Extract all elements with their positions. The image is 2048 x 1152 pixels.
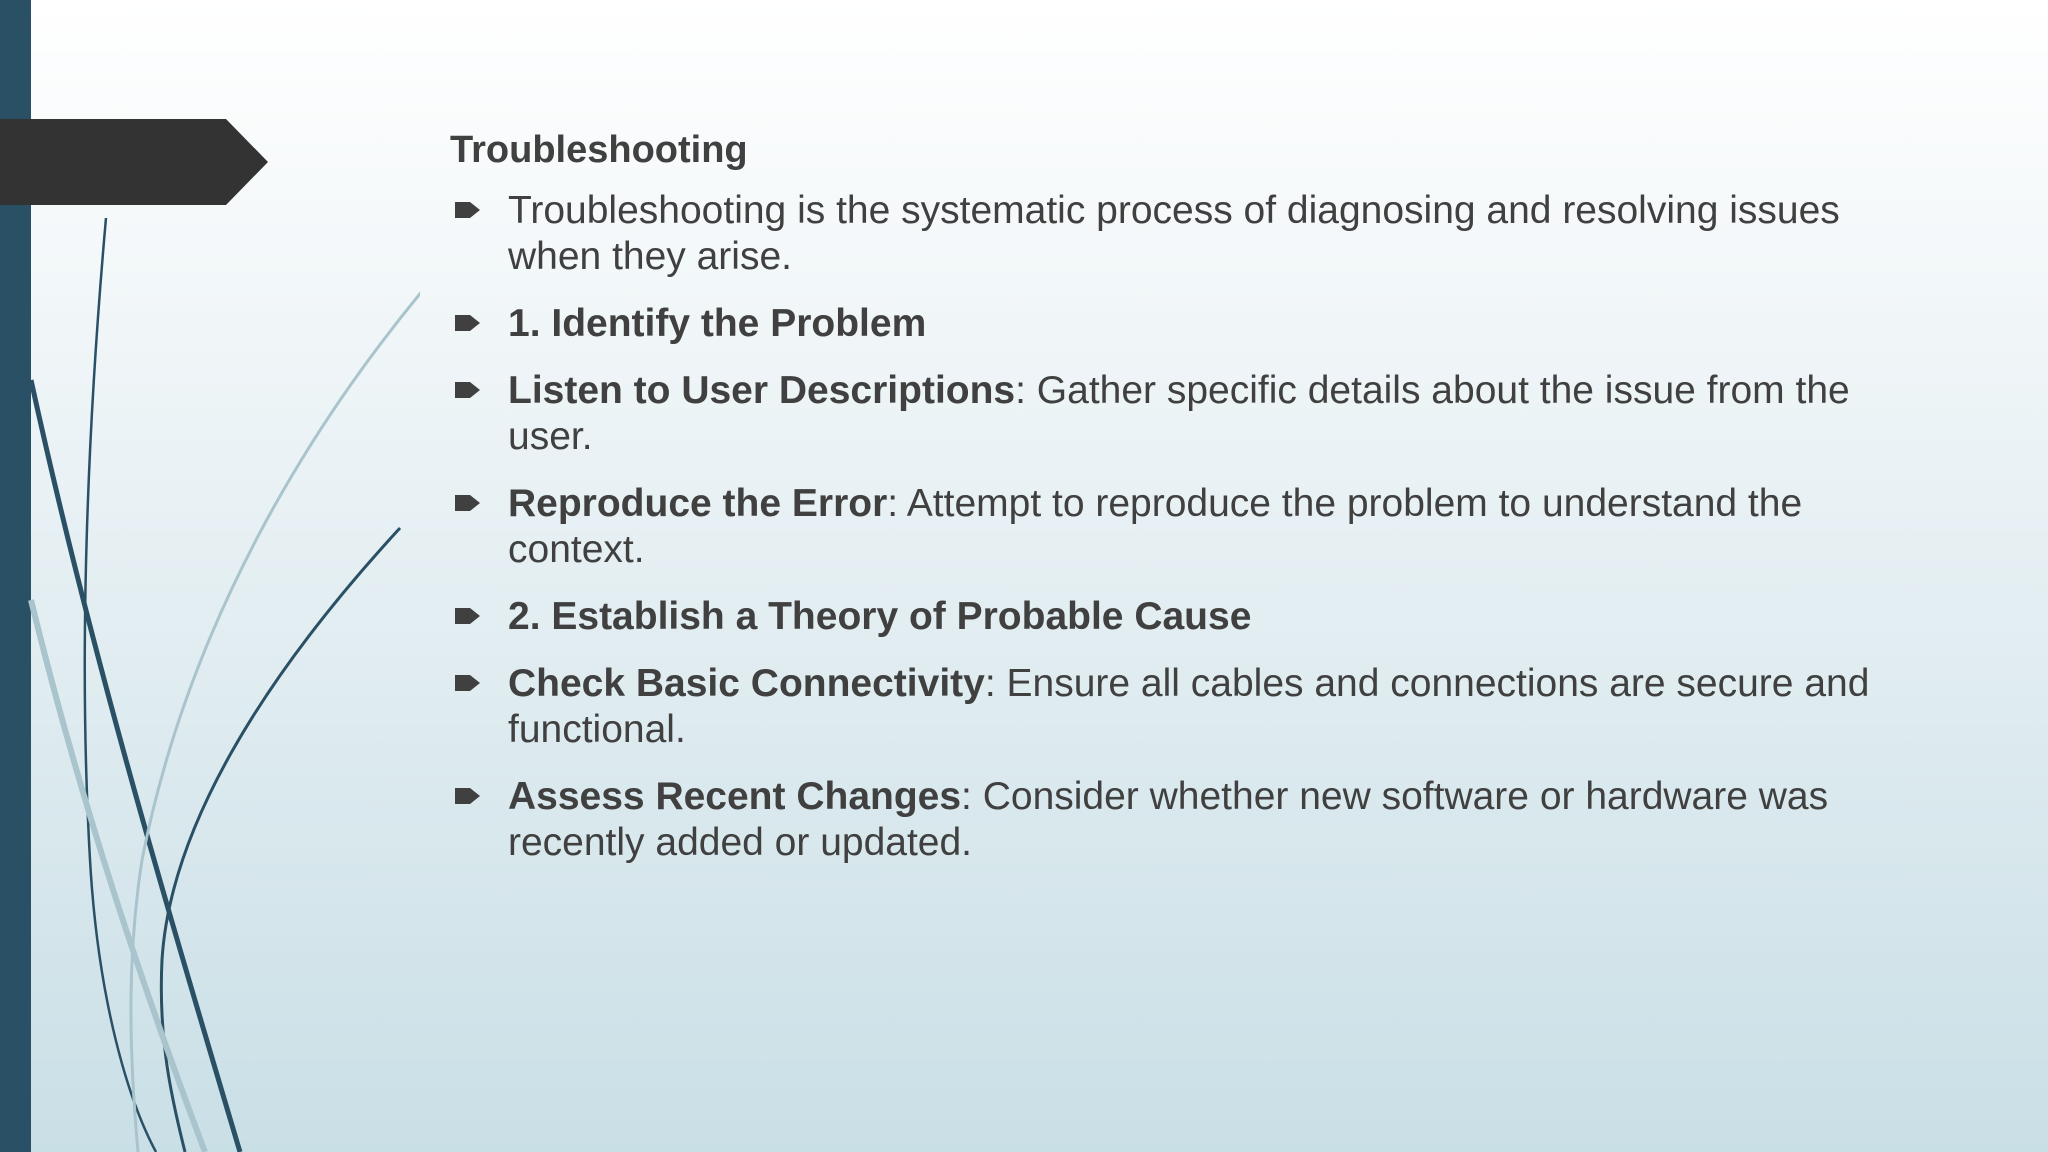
- bullet-label: Reproduce the Error: [508, 481, 888, 525]
- title-tab-shape: [0, 119, 270, 205]
- bullet-item: [450, 594, 1920, 640]
- bullet-text: Troubleshooting is the systematic process of diagnosing and resolving issues when they arise.: [508, 188, 1840, 278]
- bullet-text: : Ensure all cables and connections are secure and functional.: [508, 661, 1870, 751]
- bullet-label: 1. Identify the Problem: [508, 301, 927, 345]
- content-area: [450, 128, 1920, 887]
- bullet-item: [450, 481, 1920, 573]
- slide-heading: Troubleshooting: [450, 129, 748, 171]
- bullet-list: [450, 188, 1920, 866]
- bullet-item: [450, 774, 1920, 866]
- arrow-bullet-icon: [452, 311, 482, 335]
- arrow-bullet-icon: [452, 671, 482, 695]
- bullet-label: Check Basic Connectivity: [508, 661, 985, 705]
- bullet-item: [450, 188, 1920, 280]
- arrow-bullet-icon: [452, 378, 482, 402]
- bullet-text: : Gather specific details about the issue from the user.: [508, 368, 1850, 458]
- bullet-text: : Consider whether new software or hardware was recently added or updated.: [508, 774, 1829, 864]
- bullet-item: [450, 661, 1920, 753]
- bullet-text: : Attempt to reproduce the problem to understand the context.: [508, 481, 1803, 571]
- bullet-item: [450, 368, 1920, 460]
- bullet-label: 2. Establish a Theory of Probable Cause: [508, 594, 1252, 638]
- arrow-bullet-icon: [452, 198, 482, 222]
- bullet-label: Listen to User Descriptions: [508, 368, 1016, 412]
- arrow-bullet-icon: [452, 604, 482, 628]
- arrow-bullet-icon: [452, 784, 482, 808]
- bullet-label: Assess Recent Changes: [508, 774, 962, 818]
- bullet-item: [450, 301, 1920, 347]
- arrow-bullet-icon: [452, 491, 482, 515]
